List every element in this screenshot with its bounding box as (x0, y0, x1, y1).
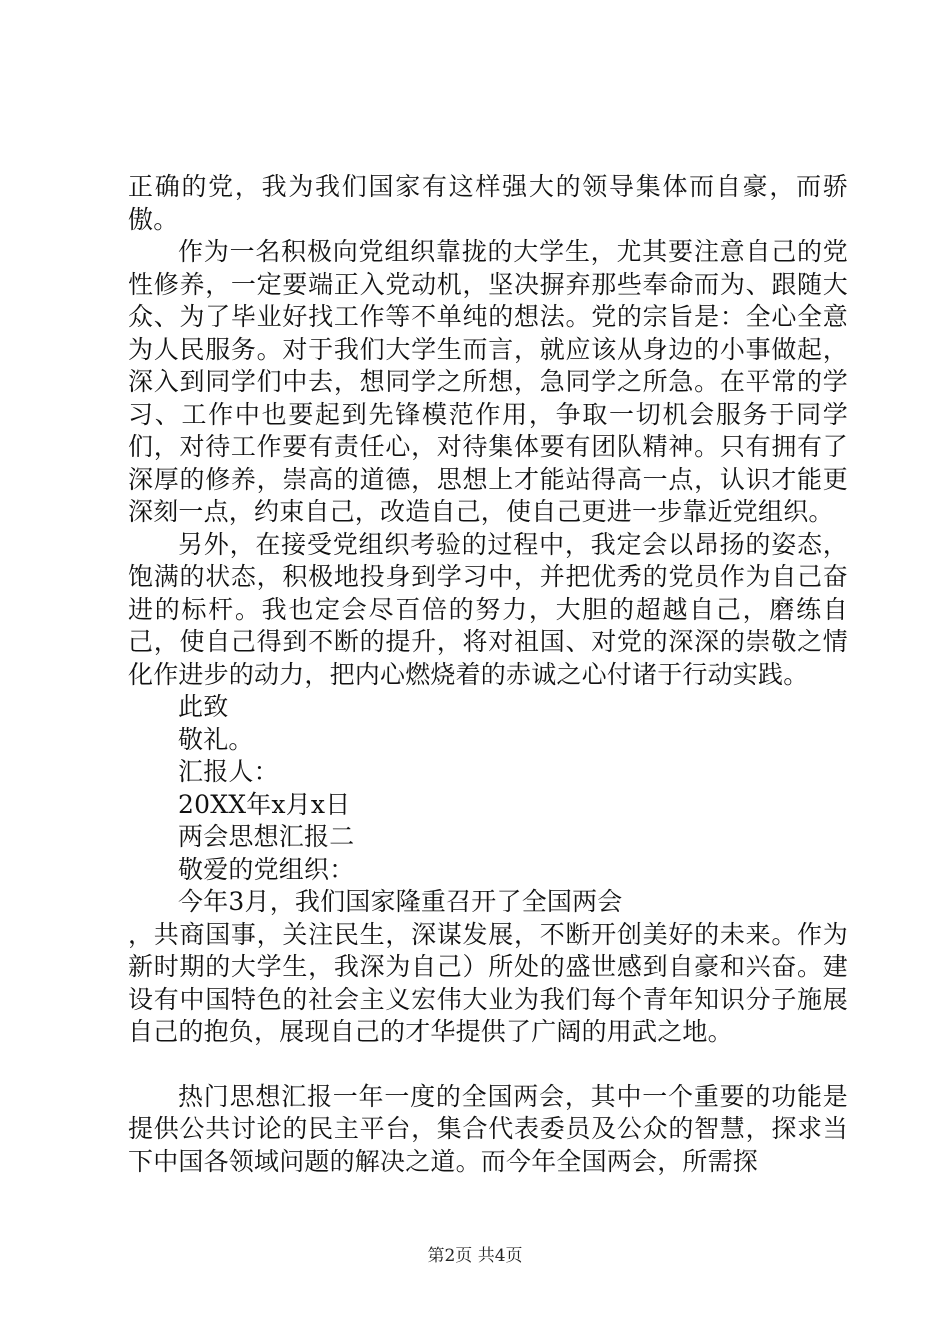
page-footer: 第2页 共4页 (427, 1246, 523, 1266)
letter-greeting: 敬爱的党组织： (178, 854, 355, 884)
closing-regards: 敬礼。 (178, 724, 254, 754)
closing-salutation: 此致 (178, 692, 229, 721)
section-title: 两会思想汇报二 (178, 822, 355, 851)
reporter-label: 汇报人： (178, 757, 279, 786)
paragraph-commitment: 另外，在接受党组织考验的过程中，我定会以昂扬的姿态，饱满的状态，积极地投身到学习中，并把优秀的党员作为自己奋进的标杆。我也定会尽百倍的努力，大胆的超越自己，磨练自己，使自己得到不断的提升，将对祖国、对党的深深的崇敬之情化作进步的动力，把内心燃烧着的赤诚之心付诸于行动实践。 (128, 529, 848, 689)
paragraph-continuation: 正确的党，我为我们国家有这样强大的领导集体而自豪，而骄傲。 (128, 172, 848, 234)
document-body (128, 171, 848, 1178)
report-date: 20XX年x月x日 (178, 789, 351, 819)
paragraph-opening-line: 今年3月，我们国家隆重召开了全国两会 (178, 887, 623, 916)
paragraph-public-discussion: 热门思想汇报一年一度的全国两会，其中一个重要的功能是提供公共讨论的民主平台，集合代表委员及公众的智慧，探求当下中国各领域问题的解决之道。而今年全国两会，所需探 (128, 1081, 848, 1176)
paragraph-party-cultivation: 作为一名积极向党组织靠拢的大学生，尤其要注意自己的党性修养，一定要端正入党动机，坚决摒弃那些奉命而为、跟随大众、为了毕业好找工作等不单纯的想法。党的宗旨是：全心全意为人民服务。对于我们大学生而言，就应该从身边的小事做起，深入到同学们中去，想同学之所想，急同学之所急。在平常的学习、工作中也要起到先锋模范作用，争取一切机会服务于同学们，对待工作要有责任心，对待集体要有团队精神。只有拥有了深厚的修养，崇高的道德，思想上才能站得高一点，认识才能更深刻一点，约束自己，改造自己，使自己更进一步靠近党组织。 (128, 237, 848, 526)
paragraph-two-sessions: ，共商国事，关注民生，深谋发展，不断开创美好的未来。作为新时期的大学生，我深为自己）所处的盛世感到自豪和兴奋。建设有中国特色的社会主义宏伟大业为我们每个青年知识分子施展自己的抱负，展现自己的才华提供了广阔的用武之地。 (128, 919, 848, 1046)
